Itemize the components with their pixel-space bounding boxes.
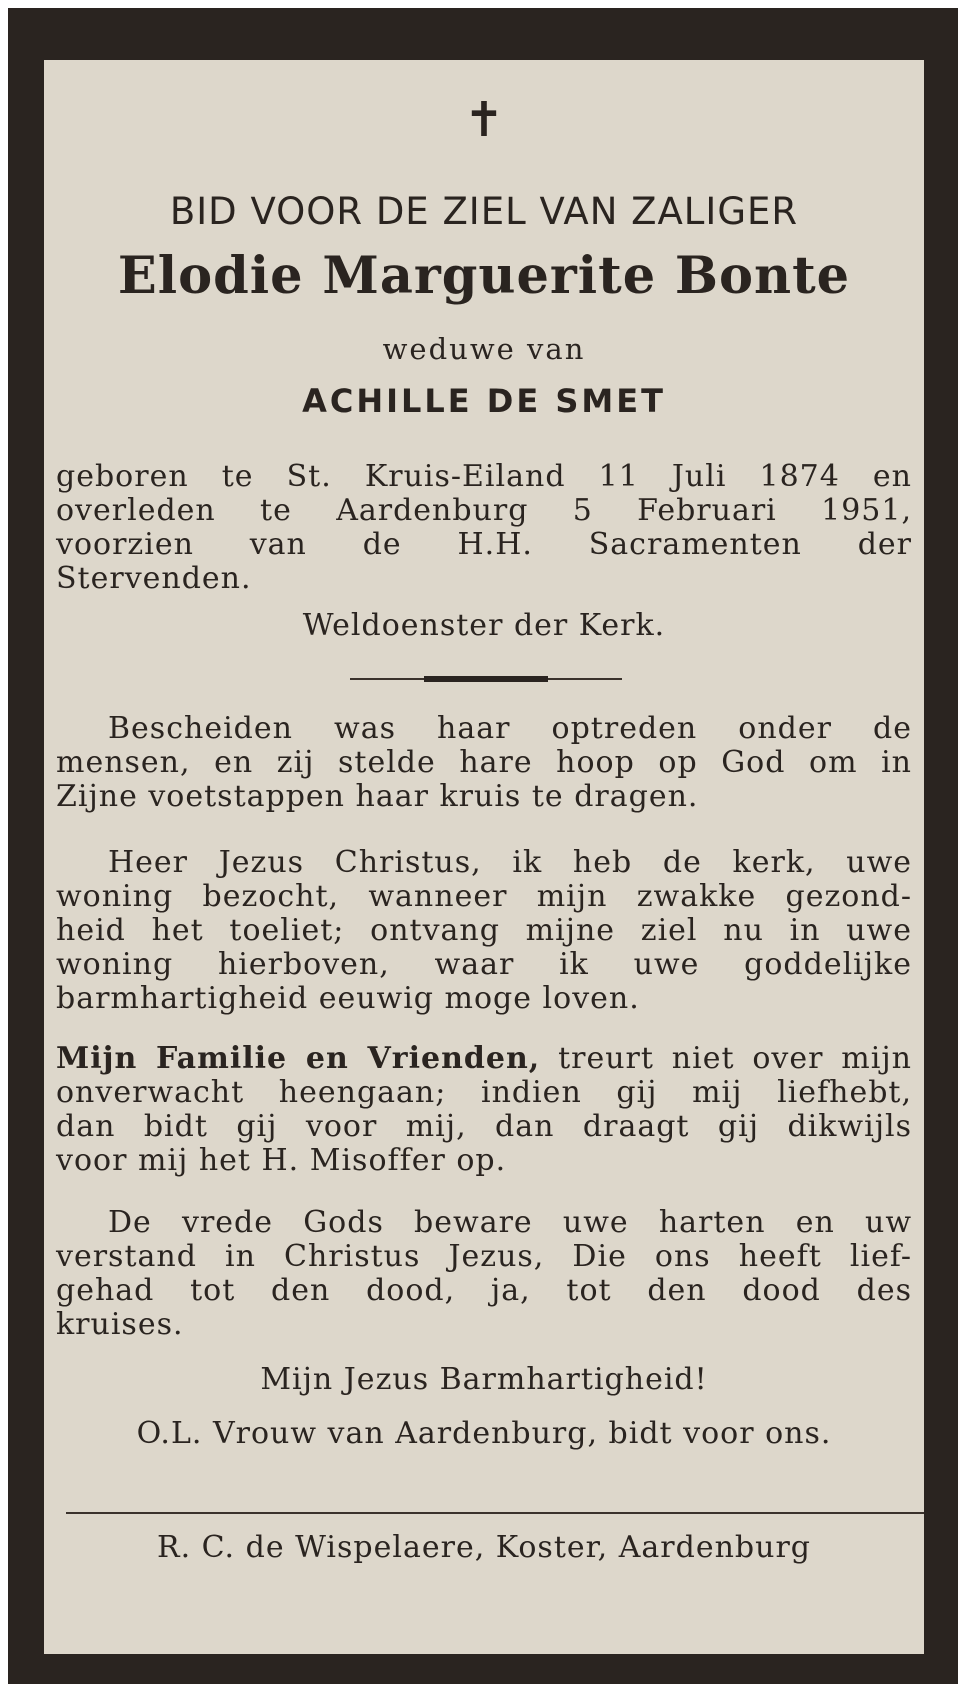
cross-icon: ✝: [463, 92, 505, 148]
paragraph-peace: [56, 1206, 912, 1342]
printer-credit: R. C. de Wispelaere, Koster, Aardenburg: [157, 1530, 811, 1565]
closing-prayer: Mijn Jezus Barmhartigheid!: [260, 1362, 708, 1397]
family-heading: Mijn Familie en Vrienden,: [56, 1041, 541, 1076]
card-paper: [44, 60, 924, 1654]
deceased-name: Elodie Marguerite Bonte: [117, 246, 851, 306]
text-line: Bescheiden was haar optreden onder de: [108, 711, 912, 746]
husband-name: ACHILLE DE SMET: [302, 382, 666, 420]
card-heading: BID VOOR DE ZIEL VAN ZALIGER: [169, 190, 799, 233]
text-line: onverwacht heengaan; indien gij mij liefhebt,: [56, 1075, 912, 1110]
text-line: kruises.: [56, 1307, 184, 1342]
footer-divider: [66, 1512, 924, 1514]
birth-line: overleden te Aardenburg 5 Februari 1951,: [56, 493, 912, 528]
text-line: mensen, en zij stelde hare hoop op God om in: [56, 745, 912, 780]
memorial-card: [8, 8, 958, 1684]
birth-line: geboren te St. Kruis-Eiland 11 Juli 1874 en: [56, 459, 912, 494]
birth-line: voorzien van de H.H. Sacramenten der: [56, 527, 912, 562]
text-line: Heer Jezus Christus, ik heb de kerk, uwe: [108, 845, 912, 880]
benefactor-text: Weldoenster der Kerk.: [302, 608, 666, 643]
text-line: heid het toeliet; ontvang mijne ziel nu in uwe: [56, 913, 912, 948]
paragraph-family: [56, 1042, 912, 1178]
widow-of-label: weduwe van: [382, 332, 586, 366]
text-line: woning hierboven, waar ik uwe goddelijke: [56, 947, 912, 982]
text-line: barmhartigheid eeuwig moge loven.: [56, 981, 640, 1016]
birth-line: Stervenden.: [56, 561, 252, 596]
text-line: verstand in Christus Jezus, Die ons heeft lief-: [56, 1239, 912, 1274]
paragraph-prayer: [56, 846, 912, 1016]
text-fragment: treurt niet over mijn: [558, 1041, 912, 1076]
text-line: De vrede Gods beware uwe harten en uw: [108, 1205, 912, 1240]
text-line: woning bezocht, wanneer mijn zwakke gezond-: [56, 879, 912, 914]
text-line: dan bidt gij voor mij, dan draagt gij dikwijls: [56, 1109, 912, 1144]
ornamental-divider: [350, 676, 622, 682]
text-line: [56, 1042, 912, 1076]
text-line: Zijne voetstappen haar kruis te dragen.: [56, 779, 699, 814]
text-line: voor mij het H. Misoffer op.: [56, 1143, 507, 1178]
closing-invocation: O.L. Vrouw van Aardenburg, bidt voor ons.: [136, 1416, 832, 1451]
text-line: gehad tot den dood, ja, tot den dood des: [56, 1273, 912, 1308]
paragraph-modesty: [56, 712, 912, 814]
birth-death-details: [56, 460, 912, 596]
